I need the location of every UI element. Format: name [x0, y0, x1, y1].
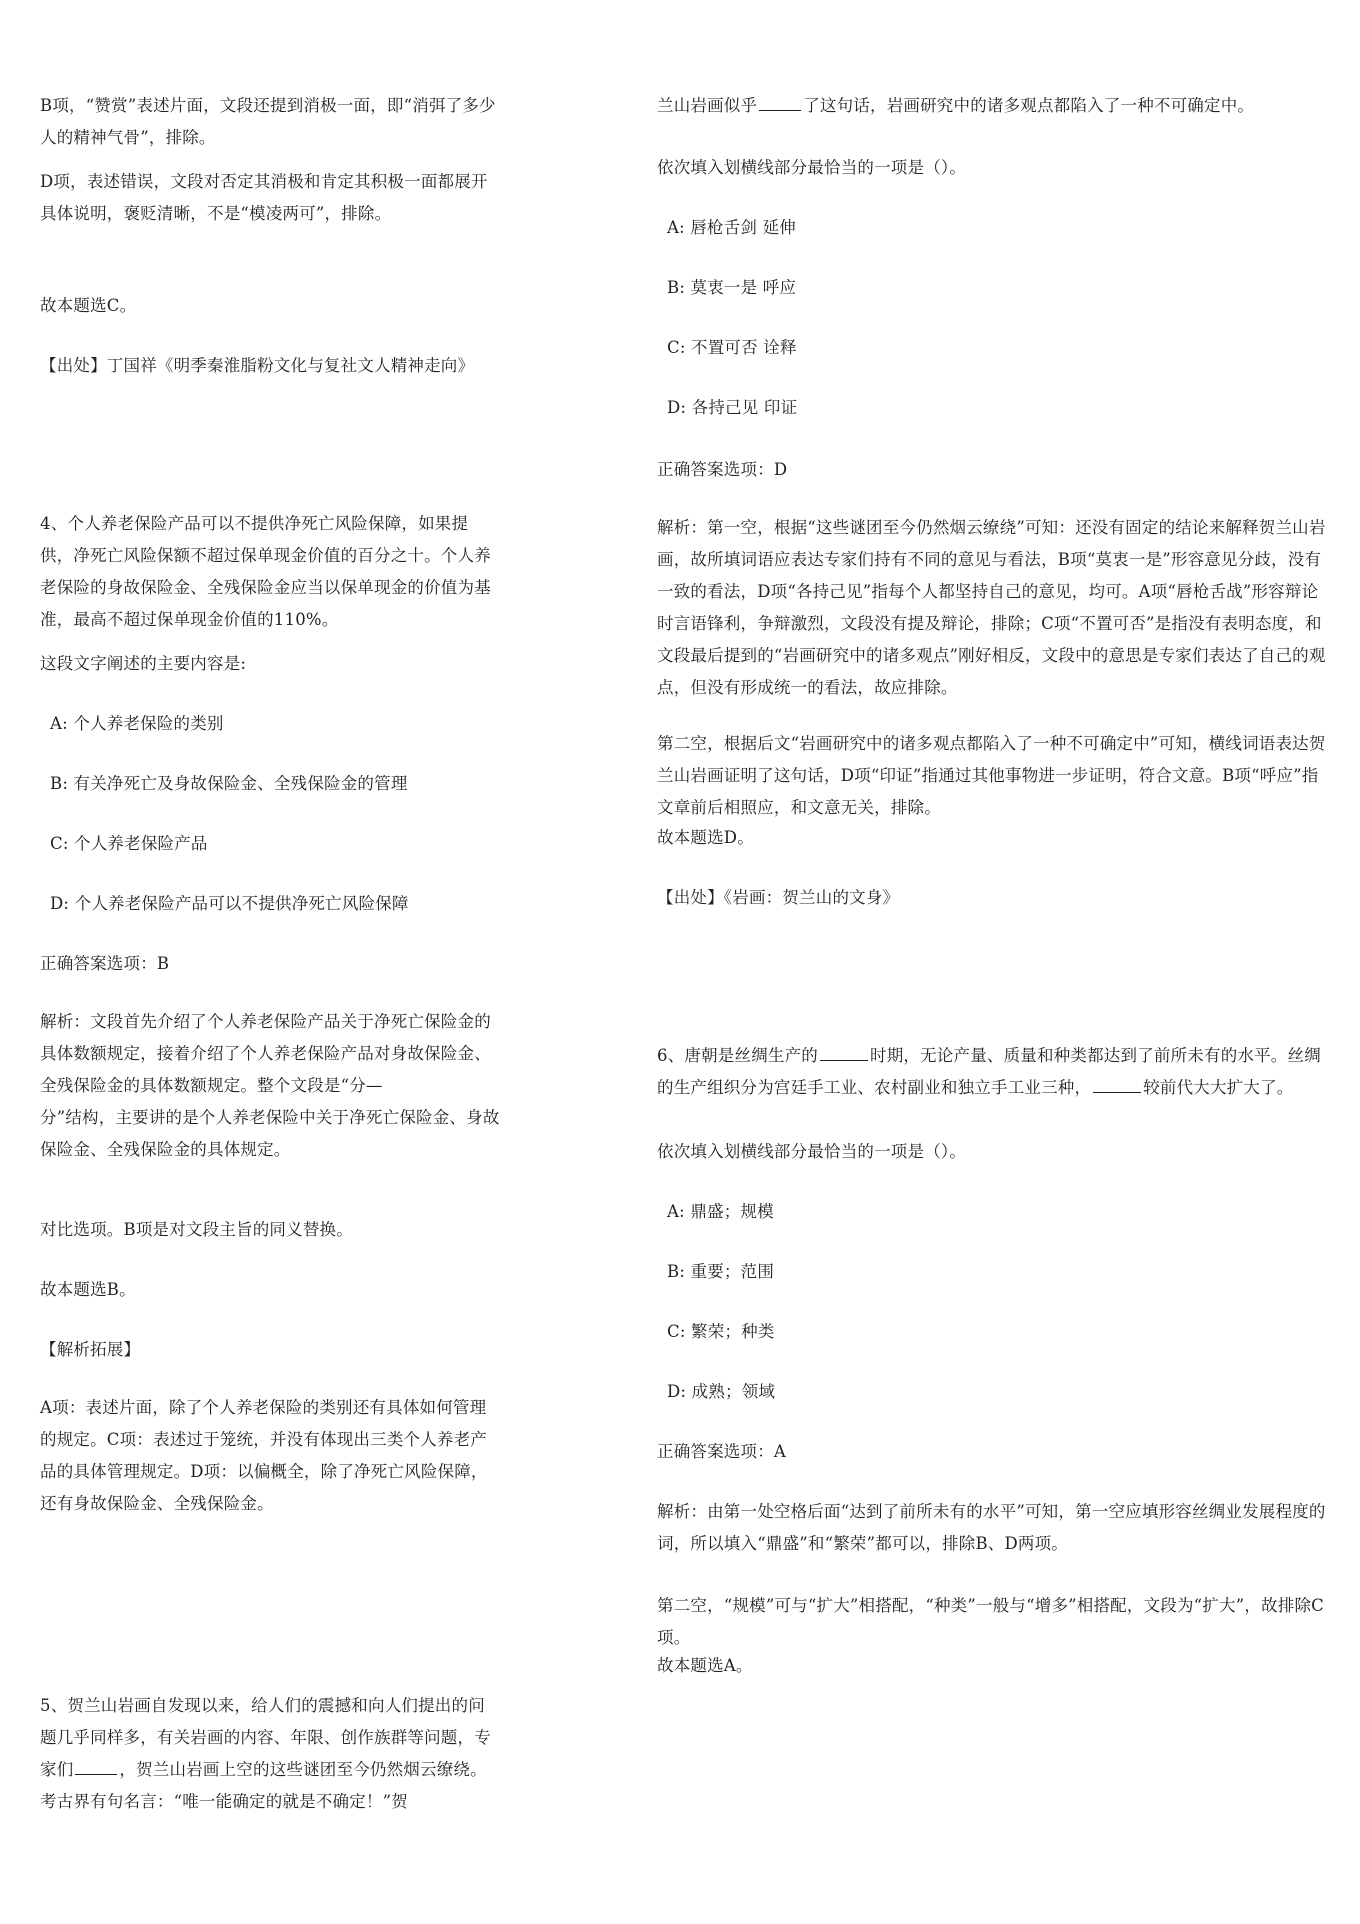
q4-question: 这段文字阐述的主要内容是: [40, 654, 247, 673]
q3-source: 【出处】丁国祥《明季秦淮脂粉文化与复社文人精神走向》 [40, 356, 475, 375]
q5-analysis-1: 解析：第一空，根据“这些谜团至今仍然烟云缭绕”可知：还没有固定的结论来解释贺兰山岩画，故所填词语应表达专家们持有不同的意见与看法，B项“莫衷一是”形容意见分歧，没有一致的看法，D项“各持己见”指每个人都坚持自己的意见，均可。A项“唇枪舌战”形容辩论时言语锋利，争辩激烈，文段没有提及辩论，排除；C项“不置可否”是指没有表明态度，和文段最后提到的“岩画研究中的诸多观点”刚好相反，文段中的意思是专家们表达了自己的观点，但没有形成统一的看法，故应排除。 [657, 518, 1326, 697]
q6-option-a: A: 鼎盛；规模 [667, 1202, 774, 1221]
q5-option-b: B: 莫衷一是 呼应 [667, 278, 797, 297]
fill-blank [820, 1042, 868, 1061]
q5-question: 依次填入划横线部分最恰当的一项是（）。 [657, 158, 967, 177]
q6-question: 依次填入划横线部分最恰当的一项是（）。 [657, 1142, 967, 1161]
q4-analysis: 解析：文段首先介绍了个人养老保险产品关于净死亡保险金的具体数额规定，接着介绍了个人养老保险产品对身故保险金、全残保险金的具体数额规定。整个文段是“分— 分”结构，主要讲的是个人养老保险中关于净死亡保险金、身故保险金、全残保险金的具体规定。 [40, 1012, 500, 1159]
q6-stem: 6、唐朝是丝绸生产的 时期，无论产量、质量和种类都达到了前所未有的水平。丝绸的生产组织分为宫廷手工业、农村副业和独立手工业三种， 较前代大大扩大了。 [657, 1040, 1327, 1104]
q5-source: 【出处】《岩画：贺兰山的文身》 [657, 888, 900, 907]
q5-option-d: D: 各持己见 印证 [667, 398, 798, 417]
fill-blank [1093, 1074, 1141, 1093]
q6-analysis-2: 第二空，“规模”可与“扩大”相搭配，“种类”一般与“增多”相搭配，文段为“扩大”，故排除C项。 [657, 1596, 1324, 1647]
q4-answer: 正确答案选项：B [40, 954, 170, 973]
q5-option-c: C: 不置可否 诠释 [667, 338, 797, 357]
q6-option-c: C: 繁荣；种类 [667, 1322, 775, 1341]
q4-option-b: B: 有关净死亡及身故保险金、全残保险金的管理 [50, 774, 408, 793]
q6-analysis-1: 解析：由第一处空格后面“达到了前所未有的水平”可知，第一空应填形容丝绸业发展程度的词，所以填入“鼎盛”和“繁荣”都可以，排除B、D两项。 [657, 1502, 1326, 1553]
q3-b-analysis: B项，“赞赏”表述片面，文段还提到消极一面，即“消弭了多少人的精神气骨”，排除。 [40, 96, 496, 147]
fill-blank [75, 1756, 117, 1775]
q5-stem: 5、贺兰山岩画自发现以来，给人们的震撼和向人们提出的问题几乎同样多，有关岩画的内容、年限、创作族群等问题，专家们 ，贺兰山岩画上空的这些谜团至今仍然烟云缭绕。考古界有句名言：“唯一能确定的就是不确定！”贺 [40, 1696, 491, 1811]
q4-option-d: D: 个人养老保险产品可以不提供净死亡风险保障 [50, 894, 409, 913]
q4-option-a: A: 个人养老保险的类别 [50, 714, 224, 733]
q6-option-d: D: 成熟；领域 [667, 1382, 776, 1401]
q6-conclusion: 故本题选A。 [657, 1656, 753, 1675]
q4-ext-title: 【解析拓展】 [40, 1340, 141, 1359]
q4-option-c: C: 个人养老保险产品 [50, 834, 208, 853]
q5-analysis-2: 第二空，根据后文“岩画研究中的诸多观点都陷入了一种不可确定中”可知，横线词语表达贺兰山岩画证明了这句话，D项“印证”指通过其他事物进一步证明，符合文意。B项“呼应”指文章前后相照应，和文意无关，排除。 [657, 734, 1326, 817]
q3-conclusion: 故本题选C。 [40, 296, 137, 315]
q4-compare: 对比选项。B项是对文段主旨的同义替换。 [40, 1220, 353, 1239]
q5-option-a: A: 唇枪舌剑 延伸 [667, 218, 796, 237]
q6-option-b: B: 重要；范围 [667, 1262, 775, 1281]
q5-answer: 正确答案选项：D [657, 460, 788, 479]
q3-d-analysis: D项，表述错误，文段对否定其消极和肯定其积极一面都展开具体说明，褒贬清晰，不是“模凌两可”，排除。 [40, 172, 488, 223]
q6-answer: 正确答案选项：A [657, 1442, 787, 1461]
q4-ext-body: A项：表述片面，除了个人养老保险的类别还有具体如何管理的规定。C项：表述过于笼统，并没有体现出三类个人养老产品的具体管理规定。D项：以偏概全，除了净死亡风险保障，还有身故保险金、全残保险金。 [40, 1398, 488, 1513]
q5-conclusion: 故本题选D。 [657, 828, 754, 847]
q5-stem-continued: 兰山岩画似乎 了这句话，岩画研究中的诸多观点都陷入了一种不可确定中。 [657, 90, 1327, 122]
q4-stem: 4、个人养老保险产品可以不提供净死亡风险保障，如果提供，净死亡风险保额不超过保单现金价值的百分之十。个人养老保险的身故保险金、全残保险金应当以保单现金的价值为基准，最高不超过保单现金价值的110%。 [40, 514, 491, 629]
fill-blank [759, 92, 801, 111]
q4-conclusion: 故本题选B。 [40, 1280, 136, 1299]
